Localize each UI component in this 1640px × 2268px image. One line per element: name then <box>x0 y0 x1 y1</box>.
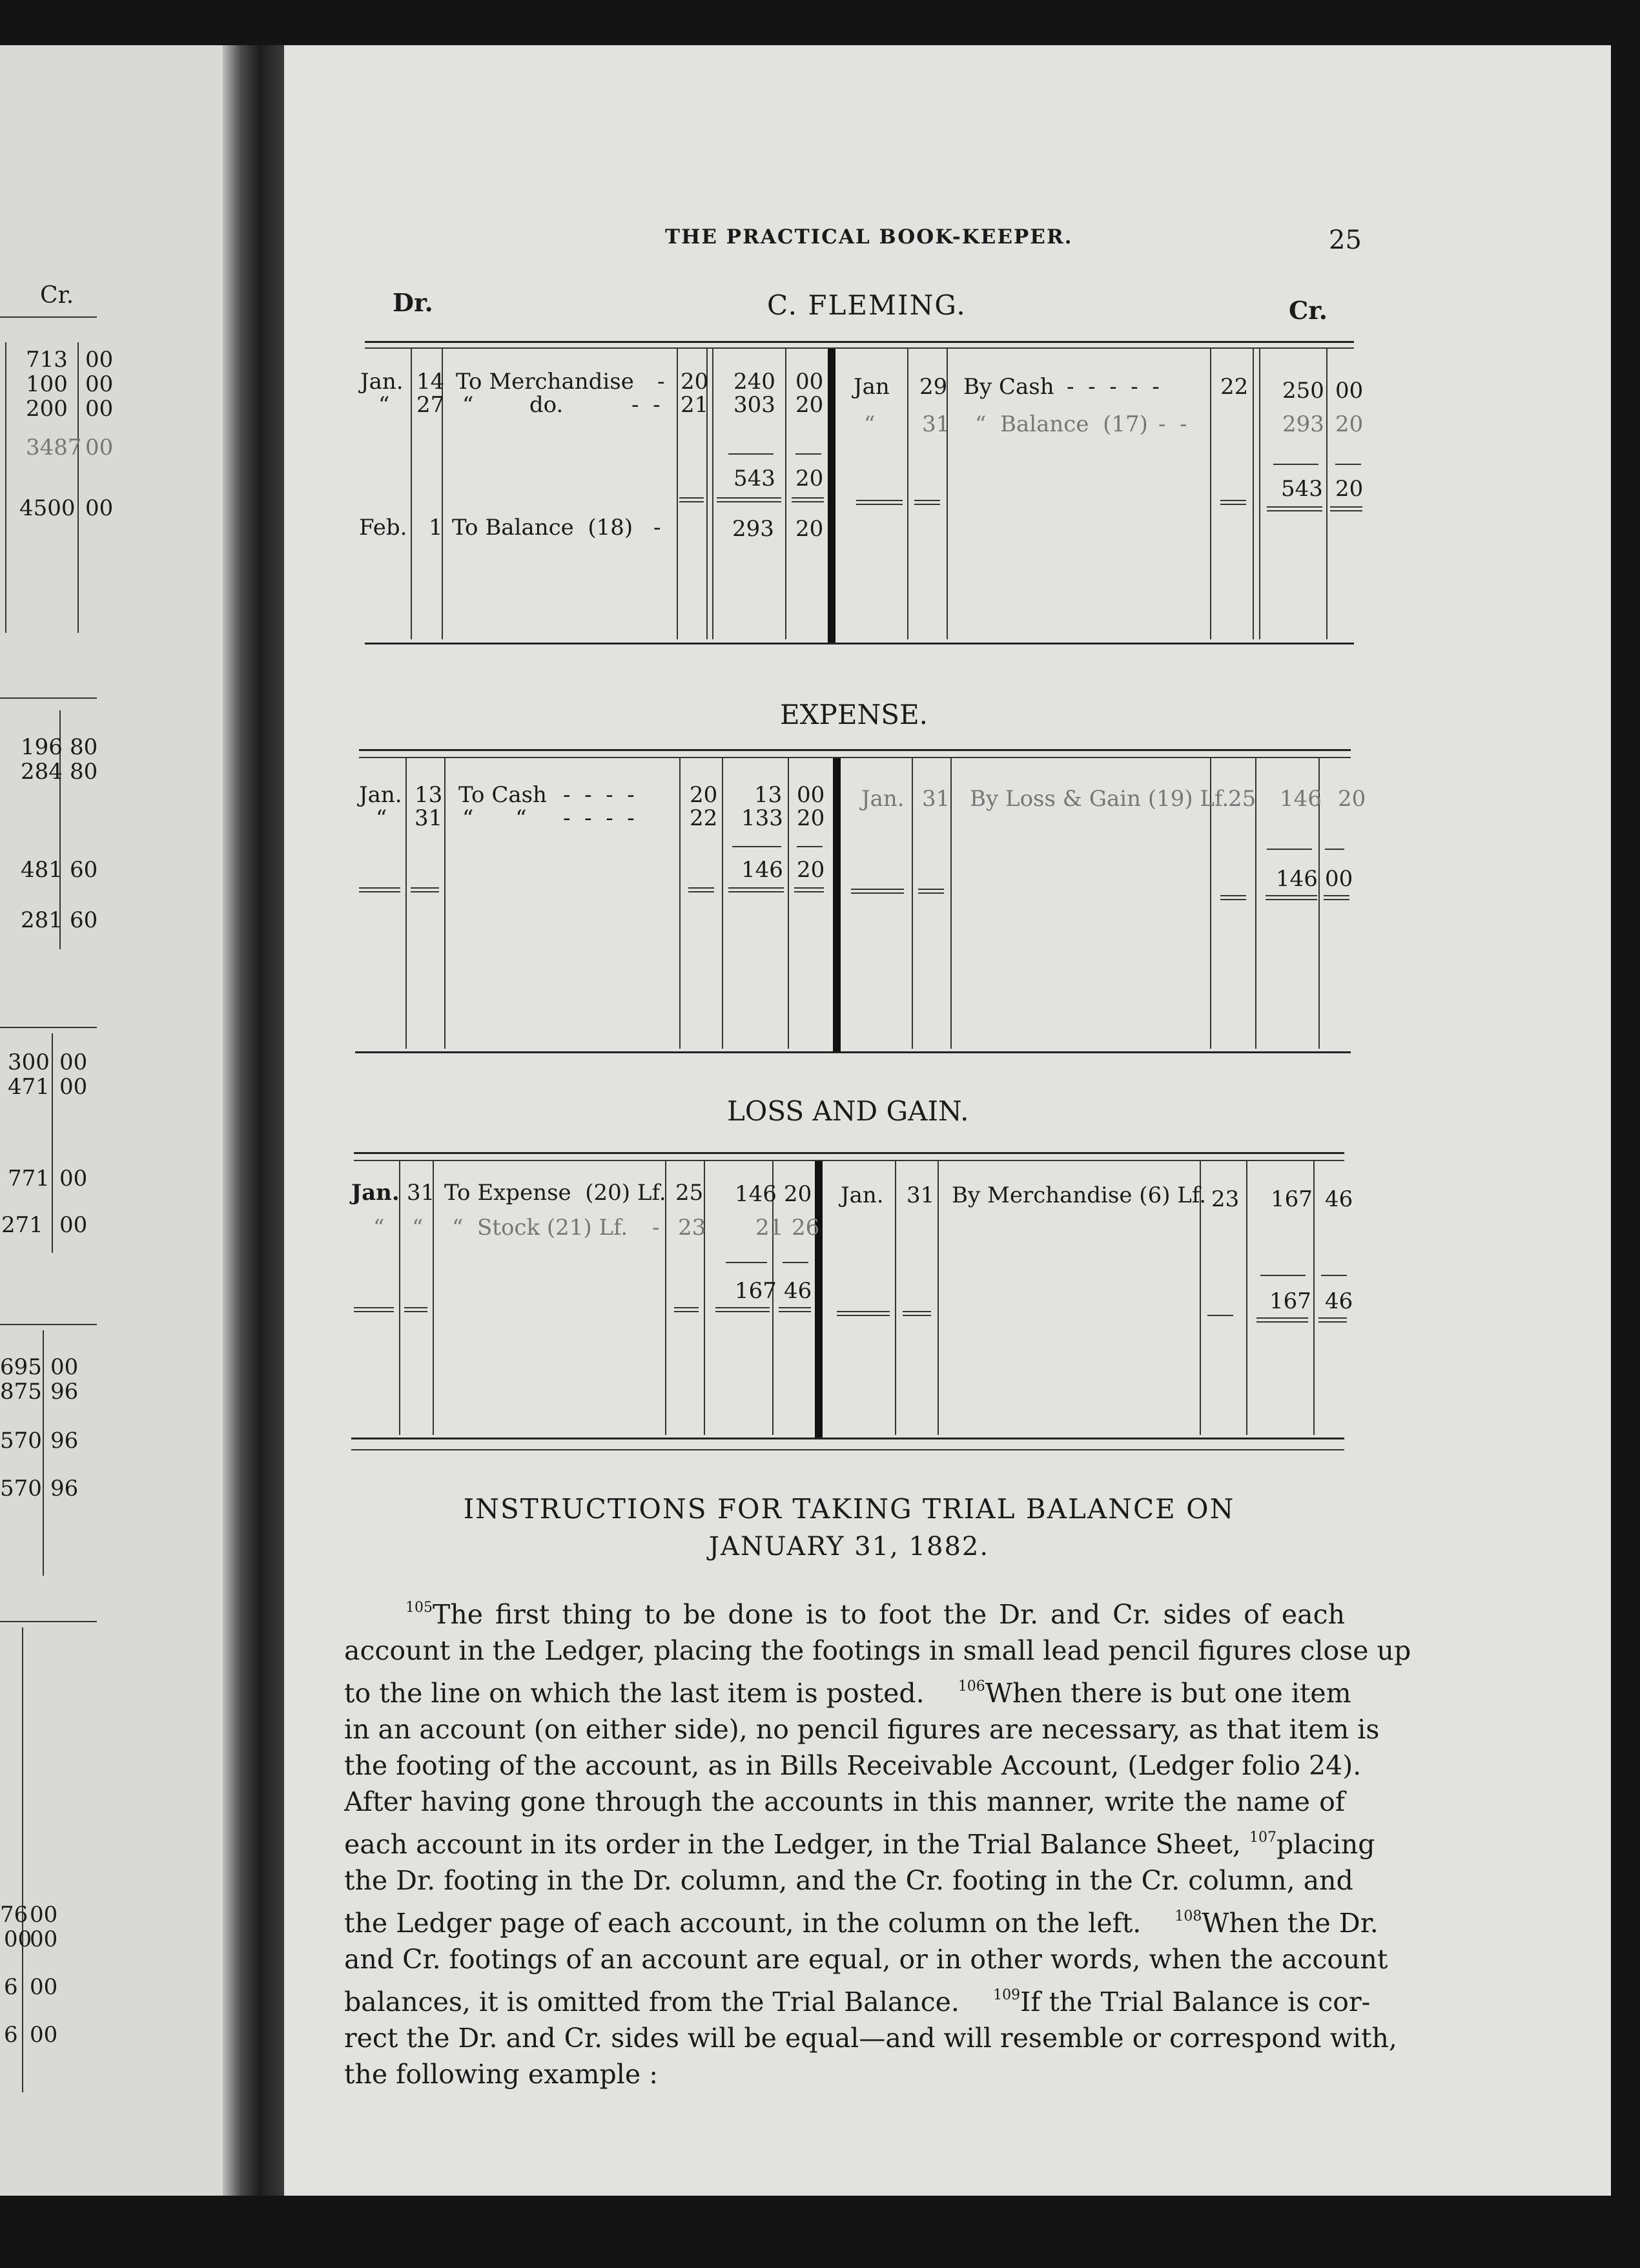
entry-folio: 25 <box>675 1180 704 1206</box>
entry-cents: 26 <box>792 1215 820 1241</box>
total-rule <box>795 453 821 455</box>
col-rule <box>1326 349 1327 639</box>
entry-month: Feb. <box>359 515 407 541</box>
entry-cents: 20 <box>795 466 824 491</box>
left-col-rule <box>22 1627 23 2092</box>
left-dollar: 695 <box>0 1354 42 1380</box>
text-line <box>344 1899 1379 1941</box>
total-rule <box>1267 849 1312 850</box>
entry-cents: 20 <box>1335 476 1364 502</box>
entry-dash: - - <box>1158 411 1187 437</box>
entry-dollars: 167 <box>735 1278 777 1304</box>
total-rule <box>1267 506 1322 508</box>
total-rule <box>792 501 824 502</box>
total-rule <box>1266 899 1317 900</box>
col-rule <box>704 1161 705 1435</box>
text-line <box>344 1977 1371 2020</box>
col-rule <box>912 758 913 1049</box>
left-cents: 60 <box>70 907 98 933</box>
text-fragment: in an account (on either side), no pencil figures are necessary, as that item is <box>344 1714 1380 1745</box>
entry-dash: - <box>657 369 665 395</box>
entry-month: “ <box>864 411 876 437</box>
col-rule <box>679 758 681 1049</box>
entry-dollars: 167 <box>1271 1186 1313 1212</box>
left-dollar: 00 <box>4 1926 32 1952</box>
left-dollar: 570 <box>0 1476 42 1501</box>
entry-day: 31 <box>407 1180 435 1206</box>
total-rule <box>354 1307 394 1308</box>
text-fragment: the following example : <box>344 2059 659 2090</box>
fleming-dr-label: Dr. <box>393 288 433 317</box>
ledger-top-rule <box>365 341 1354 343</box>
text-fragment: rect the Dr. and Cr. sides will be equal—and will resemble or correspond with, <box>344 2023 1397 2054</box>
col-rule <box>712 349 713 639</box>
entry-cents: 46 <box>784 1278 812 1304</box>
total-rule <box>359 891 400 892</box>
col-rule <box>405 758 407 1049</box>
total-rule <box>779 1311 811 1312</box>
text-line <box>344 2020 1397 2056</box>
entry-day: 31 <box>922 411 950 437</box>
total-rule <box>732 846 781 847</box>
text-line <box>344 1941 1388 1977</box>
total-rule <box>856 500 903 501</box>
entry-month: Jan. <box>861 786 905 812</box>
left-dollar: 76 <box>0 1902 28 1928</box>
total-rule <box>679 501 704 502</box>
col-rule <box>1210 349 1211 639</box>
entry-desc: By Cash <box>963 374 1054 400</box>
left-cents: 00 <box>30 1926 58 1952</box>
left-cents: 00 <box>30 1974 58 2000</box>
total-rule <box>1220 504 1246 505</box>
text-line <box>344 1633 1411 1669</box>
total-rule <box>1318 1317 1347 1319</box>
entry-folio: 23 <box>678 1215 706 1241</box>
paragraph-marker: 105 <box>405 1600 433 1616</box>
entry-month: Jan. <box>359 782 402 808</box>
center-divider <box>833 758 841 1051</box>
col-rule <box>788 758 789 1049</box>
total-rule <box>1330 506 1362 508</box>
entry-day: 29 <box>919 374 948 400</box>
total-rule <box>914 504 940 505</box>
ledger-bottom-rule <box>351 1449 1344 1450</box>
entry-cents: 00 <box>1325 866 1353 892</box>
ledger-bottom-rule <box>365 643 1354 644</box>
total-rule <box>688 887 714 889</box>
entry-dollars: 543 <box>733 466 775 491</box>
entry-dollars: 293 <box>1282 411 1324 437</box>
col-rule <box>411 349 412 639</box>
total-rule <box>354 1311 394 1312</box>
left-cents: 00 <box>59 1074 88 1100</box>
left-cents: 80 <box>70 759 98 785</box>
left-cents: 96 <box>50 1428 79 1454</box>
left-dollar: 200 <box>26 396 68 422</box>
entry-month: Jan. <box>360 369 404 395</box>
total-rule <box>674 1307 699 1308</box>
entry-desc: “ do. <box>462 392 564 418</box>
left-col-rule <box>52 1033 53 1253</box>
left-cents: 00 <box>85 495 114 521</box>
entry-dollars: 250 <box>1282 378 1324 404</box>
entry-folio: 21 <box>681 392 709 418</box>
entry-dollars: 167 <box>1269 1288 1311 1314</box>
entry-dash: - <box>653 515 661 541</box>
entry-cents: 20 <box>795 516 824 542</box>
total-rule <box>679 497 704 499</box>
total-rule <box>1324 899 1349 900</box>
entry-desc: To Cash <box>458 782 547 808</box>
instructions-body <box>344 1590 1411 2092</box>
total-rule <box>1324 895 1349 896</box>
left-cents: 96 <box>50 1379 79 1405</box>
text-fragment: If the Trial Balance is cor- <box>1020 1986 1371 2017</box>
left-cents: 00 <box>85 347 114 373</box>
entry-dollars: 543 <box>1281 476 1323 502</box>
text-fragment: The first thing to be done is to foot the Dr. and Cr. sides of each <box>433 1599 1345 1630</box>
left-dollar: 471 <box>8 1074 50 1100</box>
instructions-date: JANUARY 31, 1882. <box>708 1532 990 1562</box>
left-cents: 96 <box>50 1476 79 1501</box>
entry-dash: - - - - - <box>1067 374 1160 400</box>
total-rule <box>1256 1317 1308 1319</box>
fleming-cr-label: Cr. <box>1289 296 1328 325</box>
text-fragment: After having gone through the accounts in this manner, write the name of <box>344 1786 1345 1817</box>
total-rule <box>1220 895 1246 896</box>
total-rule <box>726 1262 767 1263</box>
total-rule <box>851 892 904 894</box>
total-rule <box>1267 510 1322 511</box>
total-rule <box>783 1262 808 1263</box>
entry-dollars: 133 <box>741 805 783 831</box>
entry-cents: 00 <box>795 369 824 395</box>
text-fragment: each account in its order in the Ledger, in the Trial Balance Sheet, <box>344 1829 1241 1860</box>
text-fragment: account in the Ledger, placing the footings in small lead pencil figures close up <box>344 1635 1411 1666</box>
col-rule <box>677 349 678 639</box>
entry-month: Jan. <box>841 1182 884 1208</box>
entry-day: “ <box>412 1215 424 1241</box>
loss-gain-title: LOSS AND GAIN. <box>727 1095 969 1127</box>
entry-cents: 00 <box>1335 378 1364 404</box>
entry-desc: “ Balance (17) <box>975 411 1148 437</box>
entry-month: Jan. <box>351 1180 400 1206</box>
entry-cents: 20 <box>1338 786 1366 812</box>
entry-dollars: 146 <box>735 1181 777 1207</box>
total-rule <box>797 846 823 847</box>
left-cents: 00 <box>85 396 114 422</box>
col-rule <box>1246 1161 1247 1435</box>
left-dollar: 271 <box>1 1212 43 1238</box>
total-rule <box>715 1307 770 1308</box>
left-dollar: 875 <box>0 1379 42 1405</box>
total-rule <box>918 889 944 890</box>
entry-cents: 20 <box>797 805 825 831</box>
entry-cents: 20 <box>795 392 824 418</box>
book-gutter <box>223 45 284 2196</box>
entry-dollars: 293 <box>732 516 774 542</box>
col-rule <box>907 349 908 639</box>
total-rule <box>728 891 784 892</box>
total-rule <box>1207 1315 1233 1316</box>
text-fragment: and Cr. footings of an account are equal, or in other words, when the account <box>344 1944 1388 1975</box>
total-rule <box>837 1311 890 1312</box>
entry-day: 31 <box>907 1182 935 1208</box>
total-rule <box>903 1311 931 1312</box>
left-cents: 00 <box>59 1049 88 1075</box>
col-rule <box>1313 1161 1315 1435</box>
left-cr-label: Cr. <box>40 282 74 309</box>
entry-folio: 23 <box>1211 1186 1240 1212</box>
entry-cents: 20 <box>1335 411 1364 437</box>
left-cents: 00 <box>85 371 114 397</box>
entry-dollars: 303 <box>733 392 775 418</box>
left-col-rule <box>43 1330 44 1576</box>
left-cents: 00 <box>30 2022 58 2048</box>
text-line <box>344 1590 1345 1633</box>
entry-day: 14 <box>416 369 445 395</box>
text-fragment: When the Dr. <box>1202 1908 1379 1939</box>
total-rule <box>1260 1275 1306 1276</box>
entry-desc: To Expense (20) Lf. <box>444 1180 666 1206</box>
left-page <box>0 45 223 2196</box>
text-line <box>344 1711 1380 1747</box>
total-rule <box>404 1307 427 1308</box>
left-rule <box>0 697 97 699</box>
total-rule <box>1266 895 1317 896</box>
left-dollar: 713 <box>26 347 68 373</box>
left-dollar: 196 <box>21 734 63 760</box>
col-rule <box>1253 349 1254 639</box>
paragraph-marker: 106 <box>958 1678 985 1695</box>
total-rule <box>674 1311 699 1312</box>
ledger-bottom-rule <box>351 1438 1344 1439</box>
text-line <box>344 1820 1375 1862</box>
left-dollar: 284 <box>21 759 63 785</box>
entry-dollars: 146 <box>741 857 783 883</box>
entry-folio: 22 <box>1220 374 1249 400</box>
entry-dash: - - <box>631 392 661 418</box>
col-rule <box>785 349 786 639</box>
total-rule <box>715 1311 770 1312</box>
text-fragment: the Dr. footing in the Dr. column, and the Cr. footing in the Cr. column, and <box>344 1865 1353 1896</box>
left-dollar: 6 <box>4 2022 18 2048</box>
entry-dollars: 240 <box>733 369 775 395</box>
total-rule <box>717 501 781 502</box>
left-dollar: 570 <box>0 1428 42 1454</box>
left-col-rule <box>5 342 6 633</box>
text-fragment: the footing of the account, as in Bills Receivable Account, (Ledger folio 24). <box>344 1750 1362 1781</box>
total-rule <box>411 891 439 892</box>
total-rule <box>903 1315 931 1316</box>
page-number: 25 <box>1329 225 1362 255</box>
total-rule <box>411 887 439 889</box>
left-cents: 00 <box>59 1212 88 1238</box>
entry-month: “ <box>373 1215 385 1241</box>
total-rule <box>1318 1321 1347 1323</box>
text-fragment: to the line on which the last item is posted. <box>344 1678 925 1709</box>
col-rule <box>950 758 952 1049</box>
left-rule <box>0 1324 97 1325</box>
entry-day: 31 <box>922 786 950 812</box>
center-divider <box>815 1161 823 1438</box>
left-rule <box>0 316 97 318</box>
total-rule <box>1321 1275 1347 1276</box>
entry-dollars: 13 <box>754 782 783 808</box>
paragraph-marker: 107 <box>1249 1830 1277 1846</box>
left-rule <box>0 1621 97 1622</box>
total-rule <box>794 887 824 889</box>
entry-day: 31 <box>415 805 443 831</box>
left-cents: 00 <box>30 1902 58 1928</box>
total-rule <box>728 453 774 455</box>
entry-desc: To Balance (18) <box>452 515 633 541</box>
left-dollar: 100 <box>26 371 68 397</box>
left-dollar: 6 <box>4 1974 18 2000</box>
instructions-heading: INSTRUCTIONS FOR TAKING TRIAL BALANCE ON <box>463 1493 1235 1525</box>
total-rule <box>1273 464 1318 465</box>
left-dollar: 771 <box>8 1166 50 1191</box>
entry-desc: By Loss & Gain (19) Lf. <box>970 786 1229 812</box>
total-rule <box>1220 899 1246 900</box>
text-line <box>344 2056 1345 2092</box>
total-rule <box>1220 500 1246 501</box>
entry-cents: 46 <box>1325 1288 1353 1314</box>
entry-desc: “ “ <box>462 805 527 831</box>
left-dollar: 4500 <box>19 495 76 521</box>
total-rule <box>688 891 714 892</box>
total-rule <box>914 500 940 501</box>
entry-cents: 20 <box>784 1181 812 1207</box>
total-rule <box>1330 510 1362 511</box>
left-cents: 80 <box>70 734 98 760</box>
total-rule <box>359 887 400 889</box>
total-rule <box>792 497 824 499</box>
entry-folio: 20 <box>681 369 709 395</box>
entry-cents: 46 <box>1325 1186 1353 1212</box>
ledger-top-rule <box>365 347 1354 349</box>
entry-folio: 25 <box>1228 786 1256 812</box>
left-cents: 00 <box>85 435 114 460</box>
entry-cents: 00 <box>797 782 825 808</box>
total-rule <box>918 892 944 894</box>
left-cents: 60 <box>70 857 98 883</box>
left-cents: 00 <box>59 1166 88 1191</box>
col-rule <box>722 758 723 1049</box>
col-rule <box>1259 349 1260 639</box>
expense-title: EXPENSE. <box>780 699 928 730</box>
total-rule <box>1256 1321 1308 1323</box>
entry-folio: 22 <box>690 805 718 831</box>
left-dollar: 300 <box>8 1049 50 1075</box>
col-rule <box>444 758 446 1049</box>
running-head: THE PRACTICAL BOOK-KEEPER. <box>665 225 1073 249</box>
left-dollar: 281 <box>21 907 63 933</box>
paragraph-marker: 109 <box>993 1987 1021 2003</box>
text-line <box>344 1862 1353 1899</box>
entry-folio: 20 <box>690 782 718 808</box>
entry-month: “ <box>378 392 390 418</box>
text-fragment: placing <box>1276 1829 1375 1860</box>
total-rule <box>851 889 904 890</box>
col-rule <box>895 1161 896 1435</box>
left-col-rule <box>77 342 79 633</box>
ledger-bottom-rule <box>355 1051 1351 1053</box>
total-rule <box>856 504 903 505</box>
text-line <box>344 1747 1362 1784</box>
text-line <box>344 1669 1351 1711</box>
fleming-title: C. FLEMING. <box>767 289 967 321</box>
paragraph-marker: 108 <box>1174 1908 1202 1924</box>
left-cents: 00 <box>50 1354 79 1380</box>
entry-dollars: 146 <box>1280 786 1322 812</box>
total-rule <box>717 497 781 499</box>
total-rule <box>404 1311 427 1312</box>
entry-desc: To Merchandise <box>456 369 634 395</box>
total-rule <box>794 891 824 892</box>
ledger-top-rule <box>354 1152 1344 1154</box>
entry-month: Jan <box>854 374 890 400</box>
total-rule <box>779 1307 811 1308</box>
left-dollar: 481 <box>21 857 63 883</box>
entry-cents: 20 <box>797 857 825 883</box>
text-line <box>344 1784 1345 1820</box>
center-divider <box>828 349 835 643</box>
total-rule <box>1335 464 1361 465</box>
text-fragment: balances, it is omitted from the Trial Balance. <box>344 1986 959 2017</box>
entry-dollars: 21 <box>755 1215 784 1241</box>
entry-dash: - - - - <box>563 805 635 831</box>
ledger-top-rule <box>359 757 1351 758</box>
text-fragment: When there is but one item <box>985 1678 1351 1709</box>
entry-day: 1 <box>429 515 443 541</box>
col-rule <box>938 1161 939 1435</box>
text-fragment: the Ledger page of each account, in the column on the left. <box>344 1908 1142 1939</box>
entry-desc: By Merchandise (6) Lf. <box>952 1182 1207 1208</box>
entry-day: 27 <box>416 392 445 418</box>
entry-day: 13 <box>415 782 443 808</box>
entry-dash: - - - - <box>563 782 635 808</box>
left-dollar: 3487 <box>26 435 82 460</box>
ledger-top-rule <box>359 749 1351 751</box>
ledger-top-rule <box>354 1160 1344 1161</box>
total-rule <box>837 1315 890 1316</box>
entry-dollars: 146 <box>1276 866 1318 892</box>
total-rule <box>728 887 784 889</box>
entry-dash: - <box>652 1215 660 1241</box>
left-rule <box>0 1027 97 1028</box>
entry-month: “ <box>376 805 387 831</box>
entry-desc: “ Stock (21) Lf. <box>452 1215 628 1241</box>
total-rule <box>1325 849 1344 850</box>
